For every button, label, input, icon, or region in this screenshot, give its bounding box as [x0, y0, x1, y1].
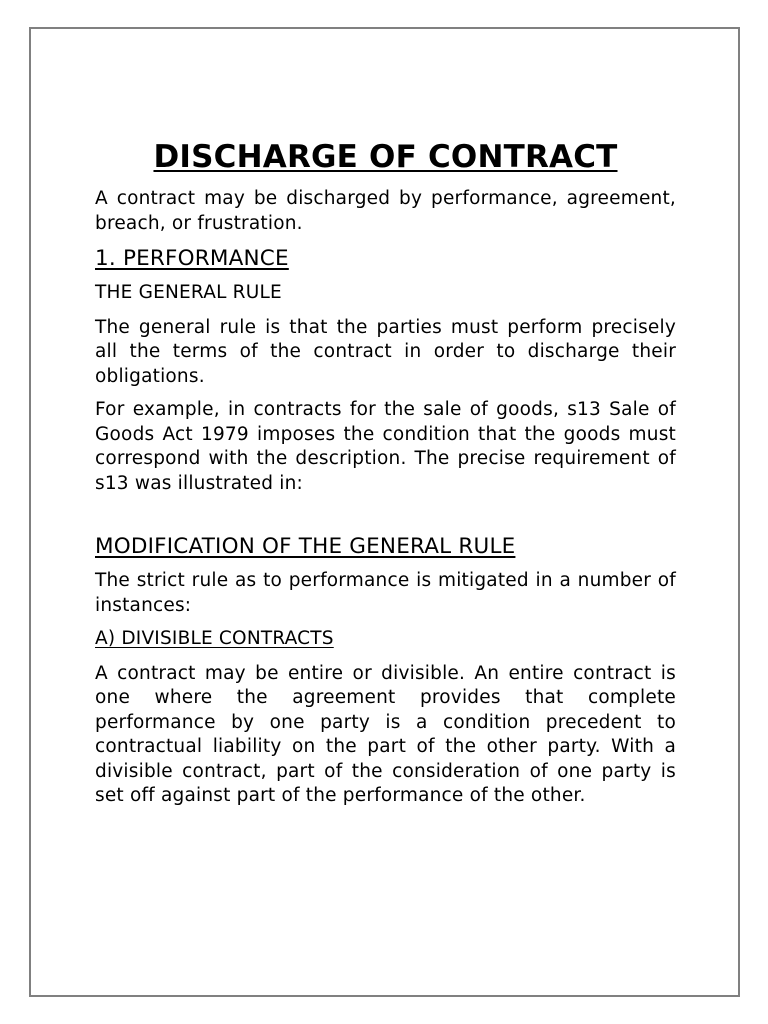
document-body: [95, 137, 676, 818]
section-heading-modification: MODIFICATION OF THE GENERAL RULE: [95, 534, 516, 559]
section-heading-performance: 1. PERFORMANCE: [95, 246, 289, 271]
spacer: [95, 505, 676, 533]
subheading-divisible-contracts: A) DIVISIBLE CONTRACTS: [95, 628, 334, 649]
document-page: [29, 27, 740, 997]
subheading-general-rule: THE GENERAL RULE: [95, 282, 282, 303]
document-title: DISCHARGE OF CONTRACT: [153, 139, 618, 175]
intro-paragraph: A contract may be discharged by performance, agreement, breach, or frustration.: [95, 188, 676, 234]
example-paragraph: For example, in contracts for the sale of goods, s13 Sale of Goods Act 1979 imposes the condition that the goods must correspond with the description. The precise requirement of s13 was illustrated in:: [95, 399, 676, 494]
modification-paragraph: The strict rule as to performance is mitigated in a number of instances:: [95, 570, 676, 616]
general-rule-paragraph: The general rule is that the parties must perform precisely all the terms of the contract in order to discharge their obligations.: [95, 316, 676, 387]
divisible-contracts-paragraph: A contract may be entire or divisible. An entire contract is one where the agreement provides that complete performance by one party is a condition precedent to contractual liability on the part of the other party. With a divisible contract, part of the consideration of one party is set off against part of the performance of the other.: [95, 662, 676, 806]
